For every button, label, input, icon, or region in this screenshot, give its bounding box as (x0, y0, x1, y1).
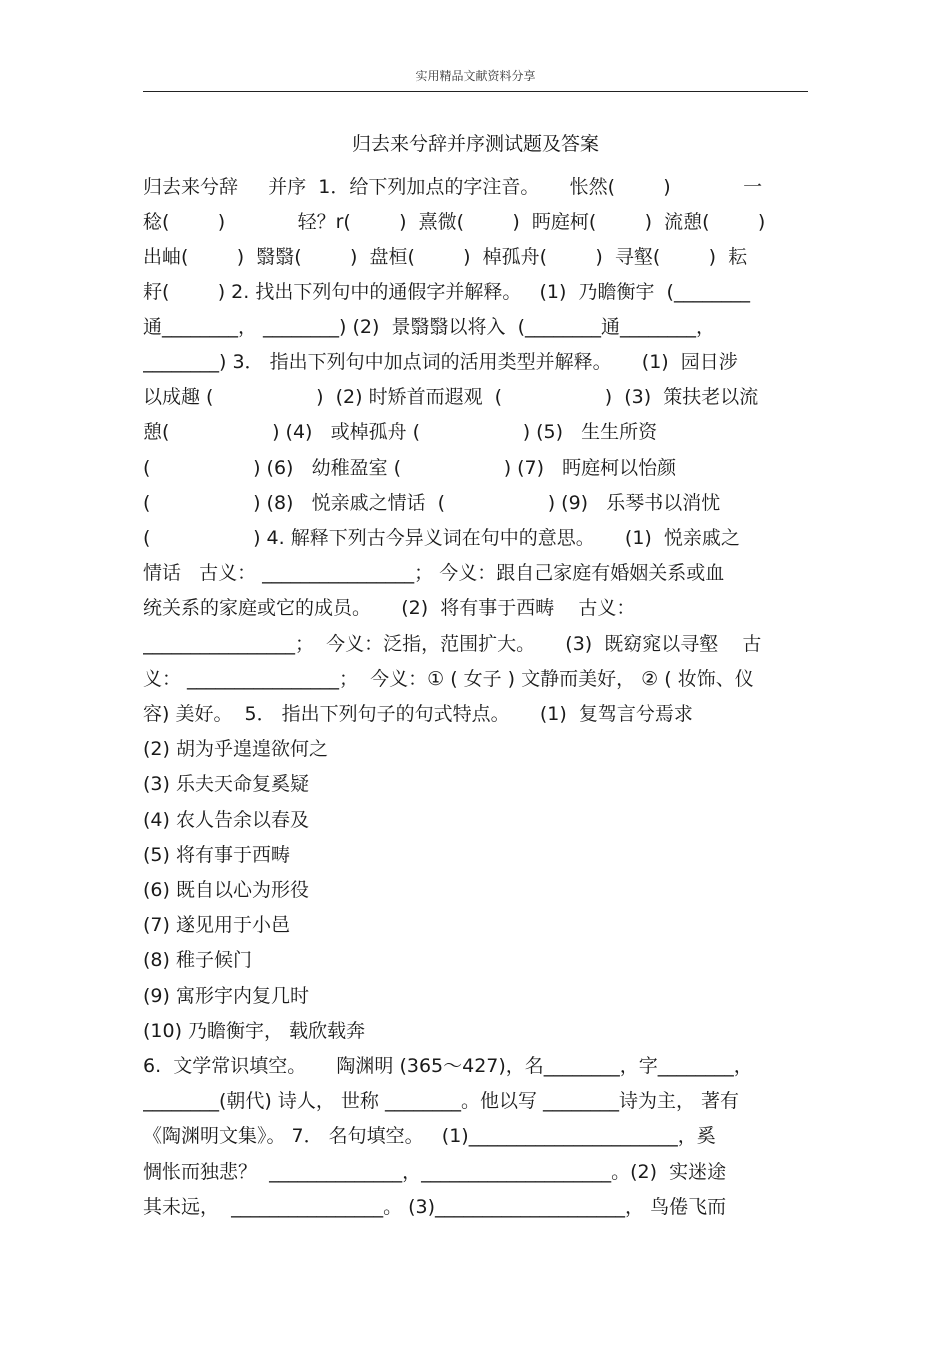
header-divider (143, 91, 808, 92)
text-line: 情话 古义： ________________； 今义：跟自己家庭有婚姻关系或血 (143, 562, 725, 584)
text-line: (8) 稚子候门 (143, 949, 252, 971)
text-line: ( ) 4. 解释下列古今异义词在句中的意思。 (1) 悦亲戚之 (143, 527, 740, 549)
text-line: ________(朝代) 诗人， 世称 ________。他以写 ________诗为主， 著有 (143, 1090, 740, 1112)
text-line: (3) 乐夫天命复奚疑 (143, 773, 309, 795)
text-line: (9) 寓形宇内复几时 (143, 985, 309, 1007)
text-line: ________) 3． 指出下列句中加点词的活用类型并解释。 (1) 园日涉 (143, 351, 738, 373)
text-line: (5) 将有事于西畴 (143, 844, 290, 866)
text-line: 义： ________________； 今义：① ( 女子 ) 文静而美好， ② ( 妆饰、仪 (143, 668, 754, 690)
text-line: (4) 农人告余以春及 (143, 809, 309, 831)
text-line: 憩( ) (4) 或棹孤舟 ( ) (5) 生生所资 (143, 421, 658, 443)
page-header: 实用精品文献资料分享 (415, 69, 536, 83)
document-title: 归去来兮辞并序测试题及答案 (351, 133, 599, 155)
text-line: 惆怅而独悲？ ______________，____________________。(2) 实迷途 (143, 1161, 727, 1183)
text-line: 耔( ) 2. 找出下列句中的通假字并解释。 (1) 乃瞻衡宇 (________ (143, 281, 750, 303)
text-line: (7) 遂见用于小邑 (143, 914, 290, 936)
text-line: 《陶渊明文集》。 7． 名句填空。 (1)______________________，奚 (143, 1125, 716, 1147)
text-line: 以成趣 ( ) (2) 时矫首而遐观 ( ) (3) 策扶老以流 (143, 386, 759, 408)
text-line: (2) 胡为乎遑遑欲何之 (143, 738, 328, 760)
text-line: 稔( ) 轻？r( ) 熹微( ) 眄庭柯( ) 流憩( ) (143, 211, 766, 233)
text-line: (6) 既自以心为形役 (143, 879, 309, 901)
text-line: 归去来兮辞 并序 1．给下列加点的字注音。 怅然( ) 一 (143, 176, 763, 198)
text-line: 容) 美好。 5． 指出下列句子的句式特点。 (1) 复驾言兮焉求 (143, 703, 693, 725)
text-line: 通________， ________) (2) 景翳翳以将入 (________通________， (143, 316, 715, 338)
text-line: 其未远， ________________。 (3)____________________， 鸟倦飞而 (143, 1196, 727, 1218)
text-line: ( ) (8) 悦亲戚之情话 ( ) (9) 乐琴书以消忧 (143, 492, 721, 514)
text-line: 出岫( ) 翳翳( ) 盘桓( ) 棹孤舟( ) 寻壑( ) 耘 (143, 246, 748, 268)
text-line: 6. 文学常识填空。 陶渊明 (365～427)，名________，字________， (143, 1055, 753, 1077)
text-line: 统关系的家庭或它的成员。 (2) 将有事于西畴 古义： (143, 597, 636, 619)
text-line: (10) 乃瞻衡宇， 载欣载奔 (143, 1020, 366, 1042)
text-line: ________________； 今义：泛指，范围扩大。 (3) 既窈窕以寻壑 古 (143, 633, 762, 655)
text-line: ( ) (6) 幼稚盈室 ( ) (7) 眄庭柯以怡颜 (143, 457, 677, 479)
